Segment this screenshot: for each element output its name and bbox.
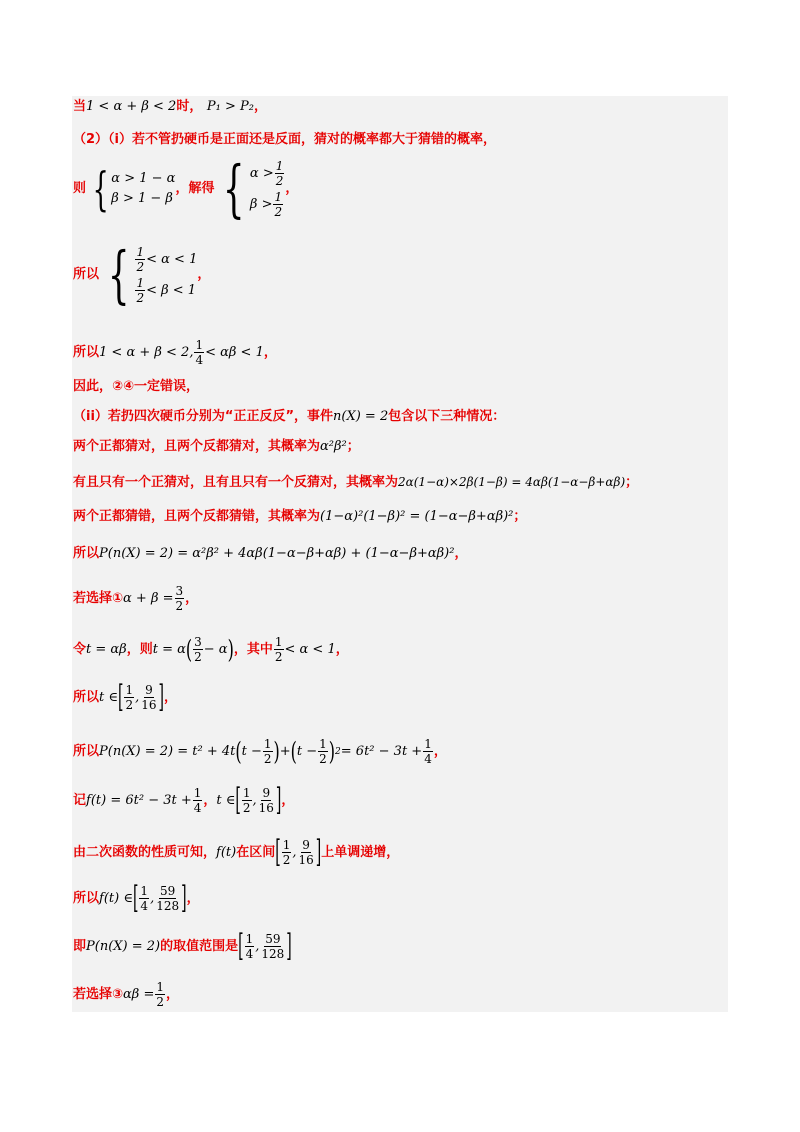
text: （ii）若扔四次硬币分别为“正正反反”，事件 bbox=[73, 409, 334, 424]
math-expr: P(n(X) = 2) = α²β² + 4αβ(1−α−β+αβ) + (1−α−β+αβ)² bbox=[99, 546, 455, 561]
system-row: β > 1 − β bbox=[111, 191, 173, 206]
text: ； bbox=[513, 509, 527, 524]
text-line-4 bbox=[73, 238, 211, 311]
text: 所以 bbox=[73, 689, 100, 705]
fraction: $\frac{1}{4}$ bbox=[195, 338, 204, 367]
math-expr: 2α(1−α)×2β(1−β) = 4αβ(1−α−β+αβ) bbox=[398, 475, 626, 489]
text: 记 bbox=[73, 792, 87, 808]
text: 若选择③ bbox=[73, 986, 124, 1002]
text: ， bbox=[281, 792, 295, 808]
text: ， bbox=[253, 99, 267, 114]
text: ， bbox=[165, 986, 179, 1002]
math-expr: α + β = bbox=[123, 590, 174, 606]
text: ， bbox=[263, 344, 277, 360]
text-line-19: 即 P(n(X) = 2) 的取值范围是 [ $\frac{1}{4}$ , $\frac{59}{128}$ ] bbox=[73, 928, 292, 965]
text: ； bbox=[625, 475, 639, 490]
text: ， bbox=[185, 590, 199, 606]
math-expr: t = α bbox=[152, 641, 186, 657]
math-expr: − α bbox=[203, 641, 228, 657]
math-expr: P(n(X) = 2) bbox=[86, 938, 161, 954]
math-expr: 1 < α + β < 2 bbox=[86, 99, 177, 114]
text: 若选择① bbox=[73, 590, 124, 606]
math-expr: + bbox=[279, 743, 291, 759]
text-line-1 bbox=[73, 98, 267, 116]
text: 当 bbox=[73, 99, 87, 114]
system-row: < β < 1 bbox=[146, 282, 197, 298]
text: 在区间 bbox=[236, 844, 276, 860]
system-row: β > bbox=[249, 196, 273, 212]
text-line-15: 所以 P(n(X) = 2) = t² + 4t ( t − $\frac{1}{2}$ ) + ( t − $\frac{1}{2}$ ) 2 = 6t² − 3t + $\frac{1}{4}$ ， bbox=[73, 735, 447, 766]
text-line-12 bbox=[73, 584, 198, 613]
text-line-11 bbox=[73, 545, 467, 563]
math-expr: = 6t² − 3t + bbox=[340, 743, 423, 759]
math-expr: t = αβ bbox=[86, 641, 127, 657]
text-line-20: 若选择③ αβ = $\frac{1}{2}$ ， bbox=[73, 980, 179, 1009]
text-line-2: （2）（i）若不管扔硬币是正面还是反面，猜对的概率都大于猜错的概率， bbox=[73, 132, 497, 147]
text-line-17: 由二次函数的性质可知， f(t) 在区间 [ $\frac{1}{2}$ , $\frac{9}{16}$ ] 上单调递增， bbox=[73, 834, 400, 871]
text: ， bbox=[203, 792, 217, 808]
text-line-13: 令 t = αβ ，则 t = α ( $\frac{3}{2}$ − α ) ，其中 $\frac{1}{2}$ < α < 1 ， bbox=[73, 633, 349, 664]
text-line-7 bbox=[73, 408, 505, 426]
math-expr: < α < 1 bbox=[284, 641, 336, 657]
math-expr: 1 < α + β < 2, bbox=[99, 344, 194, 360]
text: 的取值范围是 bbox=[160, 938, 239, 954]
math-expr: f(t) = 6t² − 3t + bbox=[86, 792, 192, 808]
text-line-8 bbox=[73, 438, 360, 456]
text: ， bbox=[433, 743, 447, 759]
text-line-16: 记 f(t) = 6t² − 3t + $\frac{1}{4}$ ， t ∈ [ $\frac{1}{2}$ , $\frac{9}{16}$ ] ， bbox=[73, 782, 295, 819]
math-expr: f(t) bbox=[216, 844, 237, 860]
fraction: $\frac{1}{2}$ bbox=[274, 635, 283, 664]
text: ，则 bbox=[126, 641, 153, 657]
text: 则 bbox=[73, 181, 87, 196]
math-expr: t ∈ bbox=[216, 792, 236, 808]
text: 所以 bbox=[73, 344, 100, 360]
text-line-14: 所以 t ∈ [ $\frac{1}{2}$ , $\frac{9}{16}$ ] ， bbox=[73, 679, 178, 716]
math-expr: αβ = bbox=[123, 986, 155, 1002]
inequality-system: { α > 1 − α β > 1 − β bbox=[92, 162, 176, 216]
text: ，解得 bbox=[175, 181, 215, 196]
math-expr: P₁ > P₂ bbox=[206, 99, 254, 114]
text: ； bbox=[346, 439, 360, 454]
text: 两个正都猜对，且两个反都猜对，其概率为 bbox=[73, 439, 321, 454]
text: 时， bbox=[176, 99, 203, 114]
math-expr: n(X) = 2 bbox=[333, 409, 389, 424]
fraction: $\frac{3}{2}$ bbox=[194, 635, 202, 664]
system-row: α > bbox=[249, 165, 274, 181]
text: ， bbox=[285, 181, 299, 196]
math-expr: α²β² bbox=[320, 439, 347, 454]
text: 上单调递增， bbox=[321, 844, 400, 860]
system-row: α > 1 − α bbox=[111, 171, 176, 186]
text: ， bbox=[186, 890, 200, 906]
text: 由二次函数的性质可知， bbox=[73, 844, 217, 860]
text: 所以 bbox=[73, 546, 100, 561]
math-expr: < αβ < 1 bbox=[205, 344, 264, 360]
fraction: $\frac{3}{2}$ bbox=[175, 584, 184, 613]
text: ， bbox=[164, 689, 178, 705]
inequality-system: { $\frac{1}{2}$ < α < 1 $\frac{1}{2}$ < β < 1 bbox=[107, 238, 198, 311]
text-line-9 bbox=[73, 473, 638, 492]
text: 两个正都猜错，且两个反都猜错，其概率为 bbox=[73, 509, 321, 524]
text: ， bbox=[197, 267, 211, 282]
math-expr: f(t) ∈ bbox=[99, 890, 133, 906]
text-line-3 bbox=[73, 152, 299, 225]
text-line-10 bbox=[73, 508, 526, 526]
math-expr: t − bbox=[241, 743, 262, 759]
text: 有且只有一个正猜对，且有且只有一个反猜对，其概率为 bbox=[73, 475, 399, 490]
math-expr: (1−α)²(1−β)² = (1−α−β+αβ)² bbox=[320, 509, 514, 524]
system-row: < α < 1 bbox=[146, 251, 198, 267]
math-expr: P(n(X) = 2) = t² + 4t bbox=[99, 743, 236, 759]
text: 所以 bbox=[73, 890, 100, 906]
text: 包含以下三种情况： bbox=[388, 409, 506, 424]
text-line-18: 所以 f(t) ∈ [ $\frac{1}{4}$ , $\frac{59}{128}$ ] ， bbox=[73, 880, 200, 917]
text-line-5 bbox=[73, 338, 277, 367]
math-expr: t − bbox=[296, 743, 318, 759]
text: 所以 bbox=[73, 743, 100, 759]
text: 即 bbox=[73, 938, 87, 954]
math-expr: t ∈ bbox=[99, 689, 118, 705]
text: ， bbox=[454, 546, 468, 561]
text: 所以 bbox=[73, 267, 100, 282]
text: ，其中 bbox=[233, 641, 273, 657]
inequality-system: { α > $\frac{1}{2}$ β > $\frac{1}{2}$ bbox=[223, 152, 284, 225]
text: ， bbox=[335, 641, 349, 657]
text-line-6: 因此，②④一定错误， bbox=[73, 379, 200, 394]
text: 令 bbox=[73, 641, 87, 657]
